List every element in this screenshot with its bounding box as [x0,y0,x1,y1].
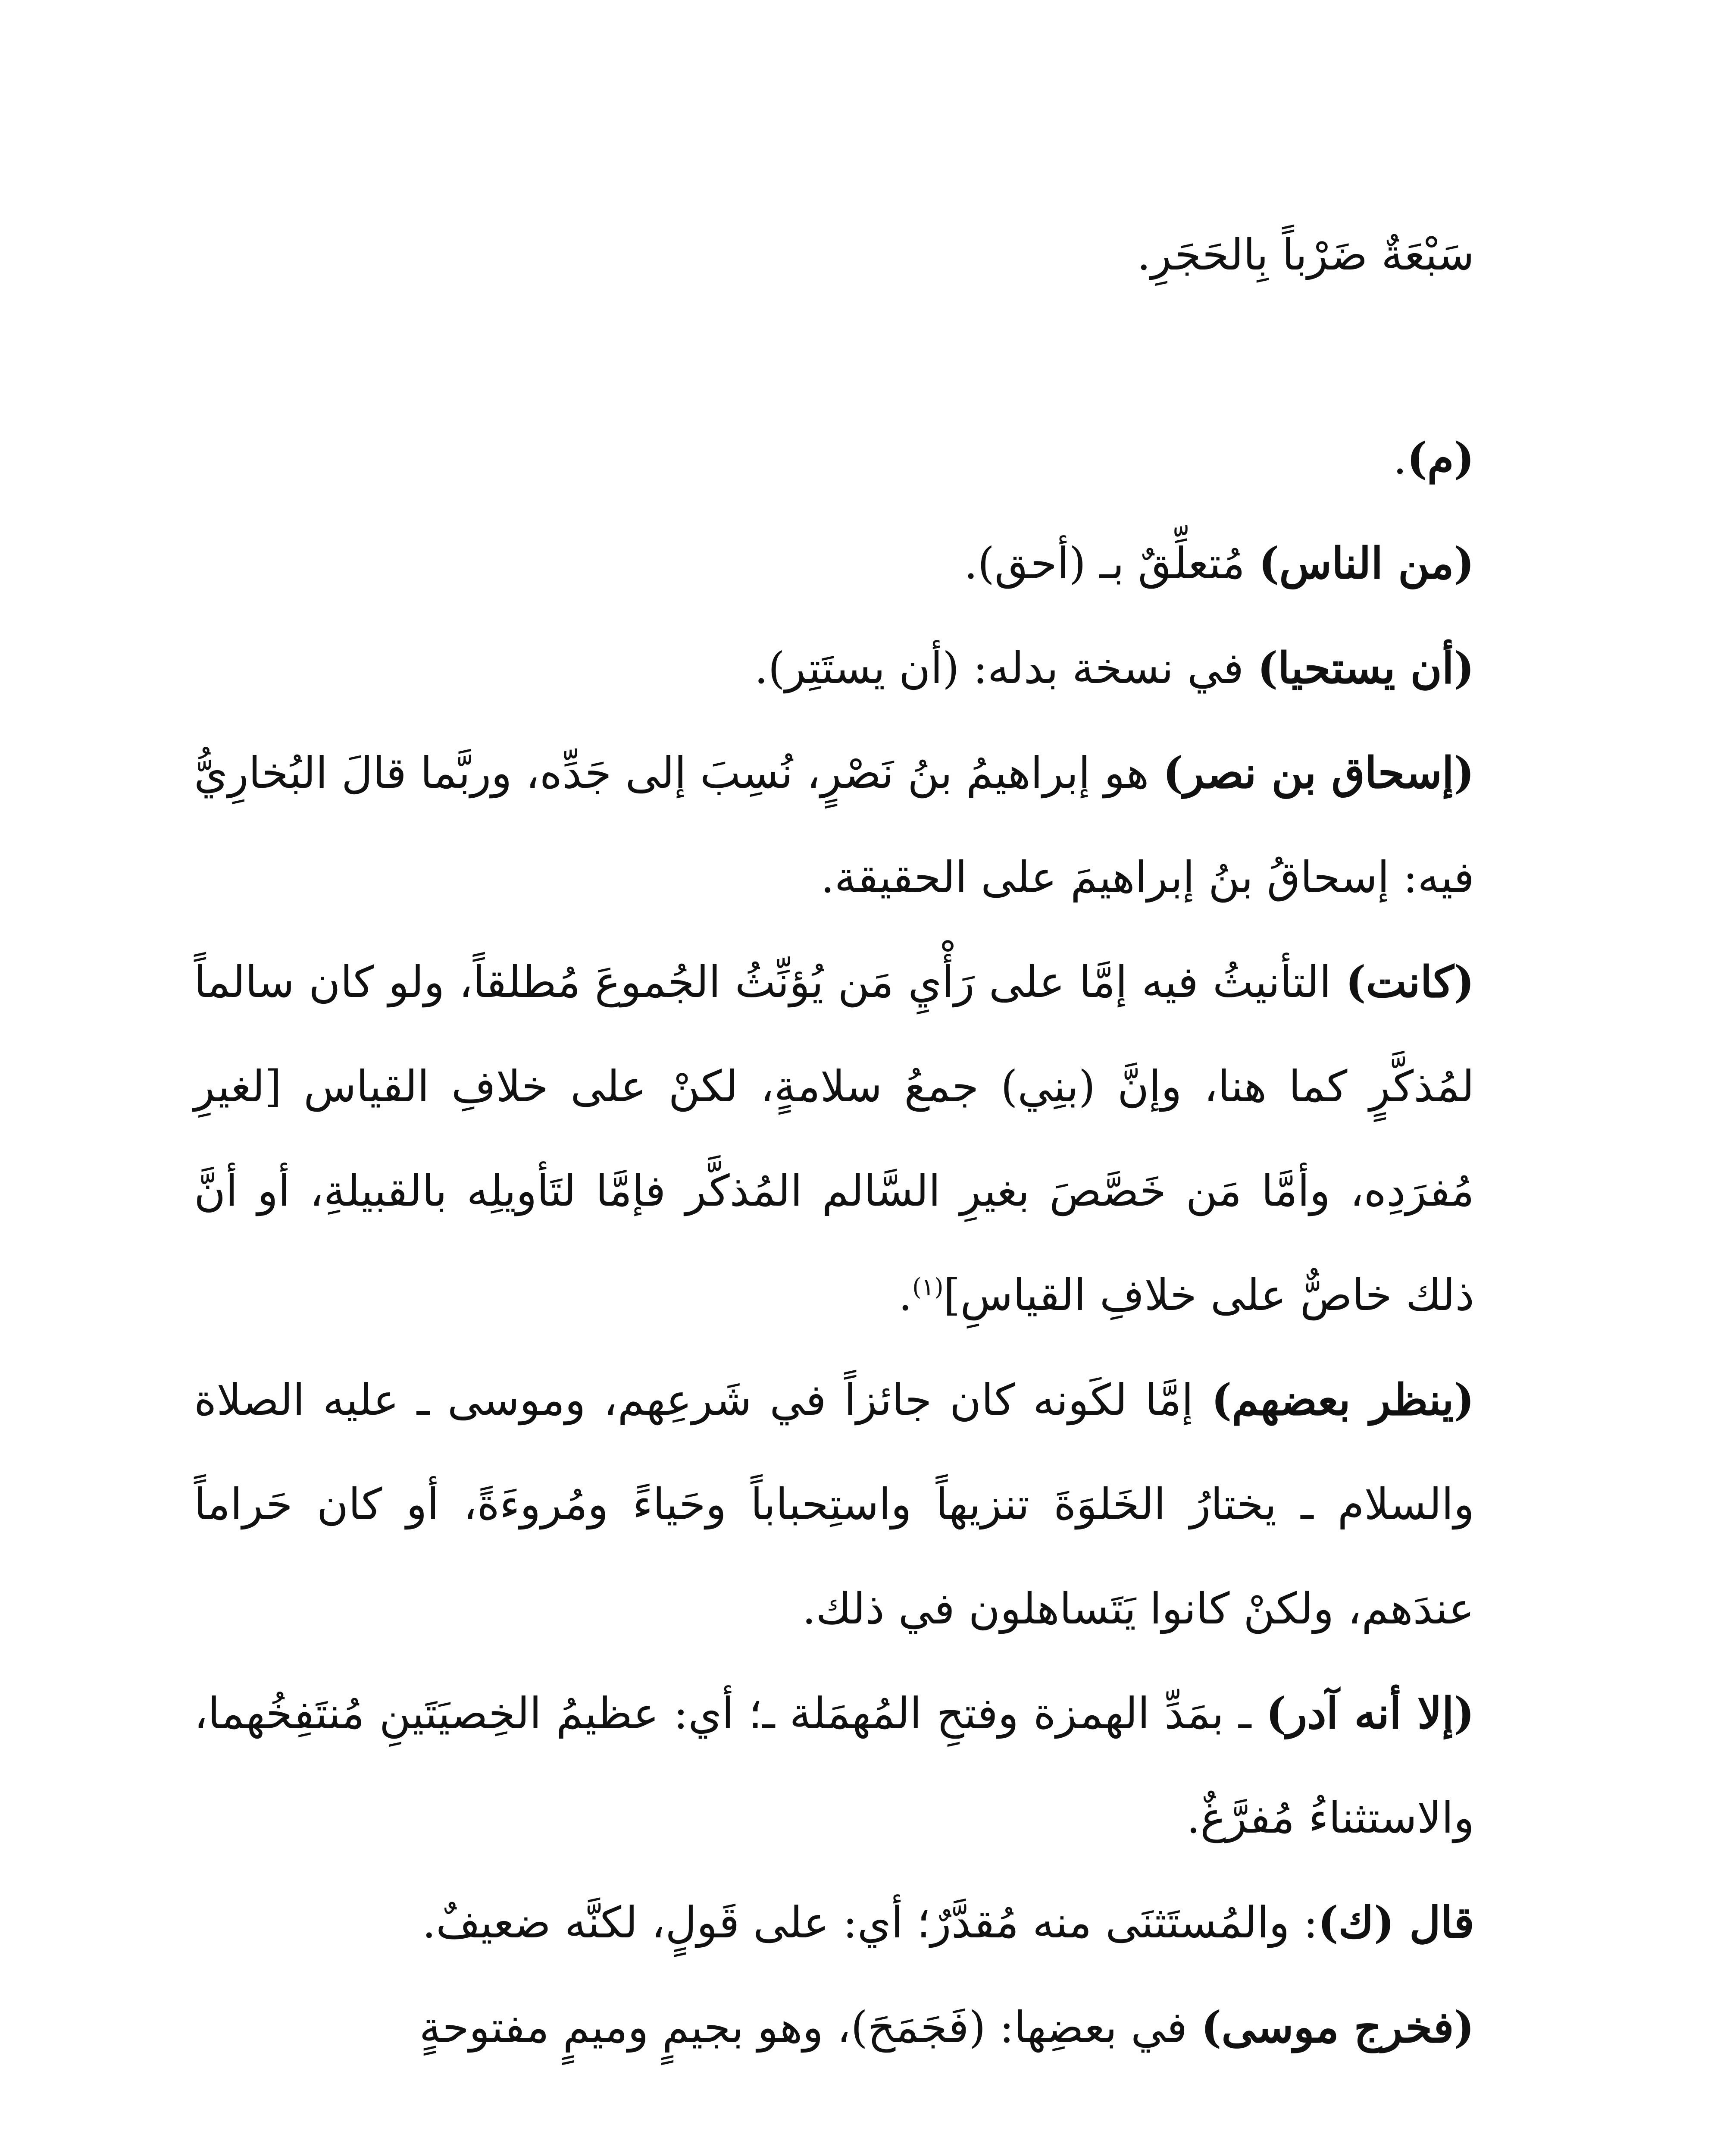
paragraph-text: في بعضِها: (فَجَمَحَ)، وهو بجيمٍ وميمٍ مفتوحةٍ [419,2002,1201,2053]
paragraph-text: ـ بمَدِّ الهمزة وفتحِ المُهمَلة ـ؛ أي: عظيمُ الخِصيَتَينِ مُنتَفِخُهما، والاستثناءُ مُفرَّغٌ. [194,1688,1474,1843]
paragraph-text: هو إبراهيمُ بنُ نَصْرٍ، نُسِبَ إلى جَدِّه، وربَّما قالَ البُخارِيُّ فيه: إسحاقُ بنُ إبراهيمَ على الحقيقة. [194,748,1474,903]
lemma: (م) [1407,433,1474,484]
main-text [194,203,1474,2080]
paragraph-text: مُتعلِّقٌ بـ (أحق). [964,538,1259,589]
paragraph-text: في نسخة بدله: (أن يستَتِر). [754,643,1257,693]
paragraph-text: إمَّا لكَونه كان جائزاً في شَرعِهم، وموسى ـ عليه الصلاة والسلام ـ يختارُ الخَلوَةَ تنزيهاً واستِحباباً وحَياءً ومُروءَةً، أو كان حَراماً عندَهم، ولكنْ كانوا يَتَساهلون في ذلك. [194,1375,1474,1634]
paragraph-min-alnas [194,511,1474,616]
paragraph-ishaq [194,721,1474,930]
book-page [194,203,1474,2156]
lemma: (إلا أنه آدر) [1266,1688,1475,1739]
paragraph-an-yastahya [194,616,1474,721]
lemma: (من الناس) [1258,538,1474,589]
paragraph-kanat [194,930,1474,1348]
paragraph-fakharaja [194,1975,1474,2080]
lemma: (أن يستحيا) [1257,642,1474,693]
paragraph-text: سَبْعَةٌ ضَرْباً بِالحَجَرِ. [1137,229,1474,280]
paragraph-m [194,406,1474,511]
lemma: قال (ك) [1318,1897,1474,1948]
paragraph-opening [194,203,1474,307]
footnote-reference[interactable]: (١) [912,1273,944,1301]
paragraph-text: التأنيثُ فيه إمَّا على رَأْيِ مَن يُؤنِّثُ الجُموعَ مُطلقاً، ولو كان سالماً لمُذكَّرٍ كما هنا، وإنَّ (بنِي) جمعُ سلامةٍ، لكنْ على خلافِ القياس [لغيرِ مُفرَدِه، وأمَّا مَن خَصَّصَ بغيرِ السَّالم المُذكَّر فإمَّا لتَأويلِه بالقبيلةِ، أو أنَّ ذلك خاصٌّ على خلافِ القياسِ] [194,957,1474,1320]
lemma: (ينظر بعضهم) [1211,1374,1474,1425]
paragraph-adar [194,1661,1474,1870]
paragraph-qal-k [194,1870,1474,1975]
lemma: (كانت) [1345,956,1474,1007]
paragraph-text: : والمُستَثنَى منه مُقدَّرٌ؛ أي: على قَولٍ، لكنَّه ضعيفٌ. [422,1897,1318,1948]
paragraph-text: . [1393,433,1407,484]
paragraph-yanzur [194,1348,1474,1661]
lemma: (فخرج موسى) [1201,2002,1474,2053]
paragraph-tail: . [898,1270,913,1320]
lemma: (إسحاق بن نصر) [1163,747,1474,798]
